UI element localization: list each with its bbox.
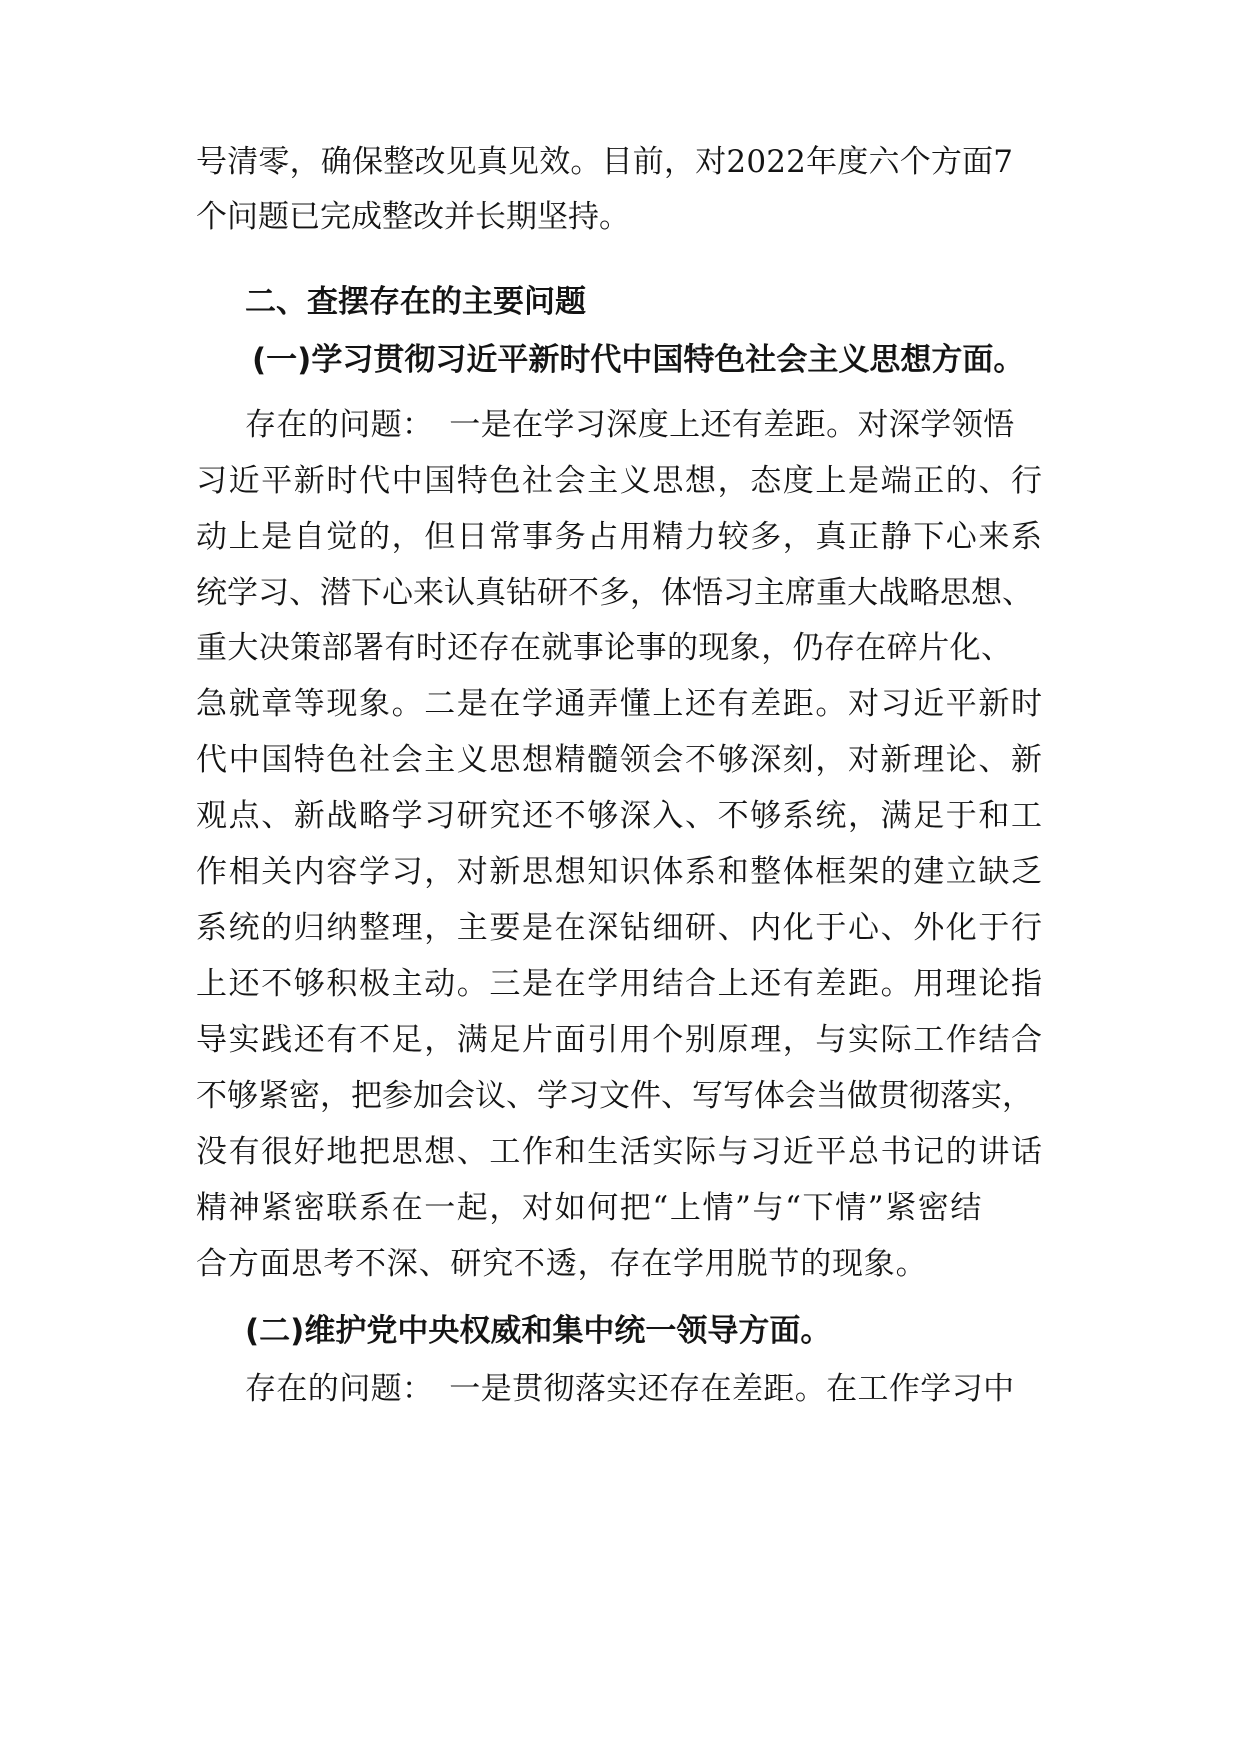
paragraph-line: 统学习、潜下心来认真钻研不多，体悟习主席重大战略思想、 bbox=[196, 575, 1033, 611]
paragraph-line: 合方面思考不深、研究不透，存在学用脱节的现象。 bbox=[196, 1246, 928, 1282]
paragraph-line: 存在的问题： 一是在学习深度上还有差距。对深学领悟 bbox=[245, 407, 1015, 443]
paragraph-line: 重大决策部署有时还存在就事论事的现象，仍存在碎片化、 bbox=[196, 630, 1013, 666]
paragraph-line: 号清零，确保整改见真见效。目前，对2022年度六个方面7 bbox=[196, 144, 1014, 180]
paragraph-line: 急就章等现象。二是在学通弄懂上还有差距。对习近平新时 bbox=[196, 686, 1044, 722]
paragraph-line: 精神紧密联系在一起，对如何把“上情”与“下情”紧密结 bbox=[196, 1190, 983, 1226]
section-heading: 二、查摆存在的主要问题 bbox=[245, 284, 586, 320]
paragraph-line: 导实践还有不足，满足片面引用个别原理，与实际工作结合 bbox=[196, 1022, 1044, 1058]
paragraph-line: 没有很好地把思想、工作和生活实际与习近平总书记的讲话 bbox=[196, 1134, 1044, 1170]
paragraph-line: 存在的问题： 一是贯彻落实还存在差距。在工作学习中 bbox=[245, 1371, 1015, 1407]
paragraph-line: 系统的归纳整理，主要是在深钻细研、内化于心、外化于行 bbox=[196, 910, 1044, 946]
paragraph-line: 动上是自觉的，但日常事务占用精力较多，真正静下心来系 bbox=[196, 519, 1044, 555]
paragraph-line: 习近平新时代中国特色社会主义思想，态度上是端正的、行 bbox=[196, 463, 1044, 499]
paragraph-line: 代中国特色社会主义思想精髓领会不够深刻，对新理论、新 bbox=[196, 742, 1044, 778]
paragraph-line: 个问题已完成整改并长期坚持。 bbox=[196, 199, 630, 235]
paragraph-line: 作相关内容学习，对新思想知识体系和整体框架的建立缺乏 bbox=[196, 854, 1044, 890]
paragraph-line: 观点、新战略学习研究还不够深入、不够系统，满足于和工 bbox=[196, 798, 1044, 834]
subsection-heading: (一)学习贯彻习近平新时代中国特色社会主义思想方面。 bbox=[252, 342, 1025, 378]
paragraph-line: 不够紧密，把参加会议、学习文件、写写体会当做贯彻落实， bbox=[196, 1078, 1033, 1114]
subsection-heading: (二)维护党中央权威和集中统一领导方面。 bbox=[245, 1313, 832, 1349]
paragraph-line: 上还不够积极主动。三是在学用结合上还有差距。用理论指 bbox=[196, 966, 1044, 1002]
